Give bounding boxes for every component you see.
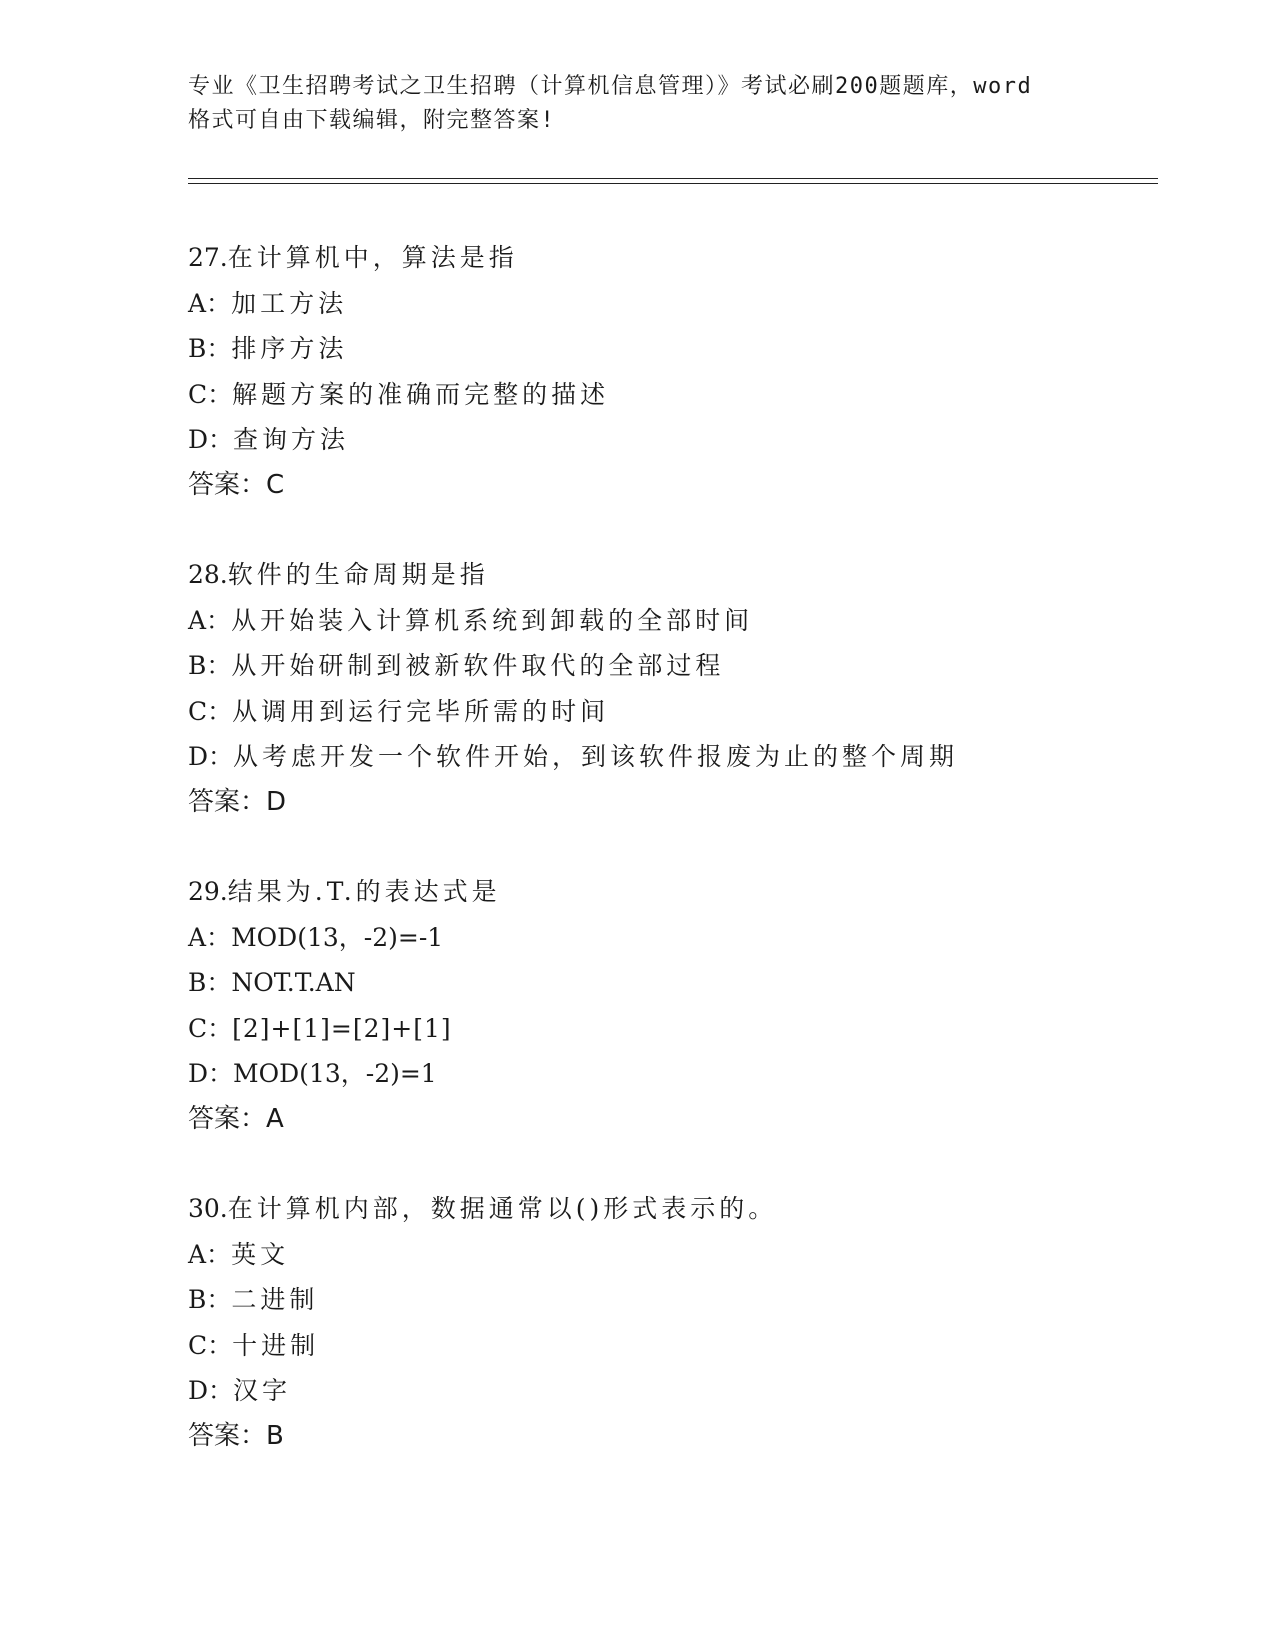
option-b <box>188 1277 1188 1323</box>
option-key: C： <box>188 696 233 726</box>
option-text: 从开始研制到被新软件取代的全部过程 <box>231 651 725 680</box>
question-27 <box>188 235 1188 508</box>
question-number: 28. <box>188 560 228 589</box>
option-d <box>188 734 1188 780</box>
option-key: A： <box>188 1239 232 1269</box>
question-stem <box>188 1186 1188 1232</box>
header-line-2: 格式可自由下载编辑，附完整答案! <box>188 108 556 133</box>
header-divider-top <box>188 178 1158 179</box>
question-28 <box>188 552 1188 825</box>
option-c <box>188 1323 1188 1369</box>
question-stem <box>188 869 1188 915</box>
option-text: 二进制 <box>231 1285 319 1314</box>
option-text: 十进制 <box>232 1330 320 1360</box>
question-text: 结果为.T.的表达式是 <box>227 877 501 906</box>
option-text: MOD(13，-2)=-1 <box>231 922 444 952</box>
option-text: 查询方法 <box>233 425 350 454</box>
option-key: B： <box>188 651 232 680</box>
question-30 <box>188 1186 1188 1459</box>
option-key: D： <box>188 425 234 454</box>
answer-line: 答案：C <box>188 469 285 500</box>
option-key: C： <box>188 1330 233 1360</box>
option-c <box>188 1006 1188 1052</box>
question-number: 29. <box>188 877 228 906</box>
option-c <box>188 689 1188 735</box>
option-key: B： <box>188 1285 232 1314</box>
document-header <box>188 70 1088 138</box>
option-d <box>188 417 1188 463</box>
option-key: B： <box>188 968 232 997</box>
option-c <box>188 372 1188 418</box>
option-a <box>188 915 1188 961</box>
option-text: 从调用到运行完毕所需的时间 <box>232 696 610 726</box>
option-text: 排序方法 <box>231 334 348 363</box>
option-text: 加工方法 <box>231 288 348 318</box>
option-key: D： <box>188 742 234 771</box>
option-key: D： <box>188 1059 234 1088</box>
option-key: C： <box>188 1013 233 1043</box>
option-text: 英文 <box>231 1239 290 1269</box>
question-text: 在计算机内部，数据通常以()形式表示的。 <box>227 1194 778 1223</box>
option-b <box>188 960 1188 1006</box>
option-a <box>188 281 1188 327</box>
option-b <box>188 326 1188 372</box>
option-text: 从考虑开发一个软件开始，到该软件报废为止的整个周期 <box>233 742 959 771</box>
option-text: MOD(13，-2)=1 <box>233 1059 437 1088</box>
option-a <box>188 598 1188 644</box>
question-number: 30. <box>188 1194 228 1223</box>
option-text: [2]+[1]=[2]+[1] <box>232 1013 452 1043</box>
question-text: 在计算机中，算法是指 <box>227 243 518 272</box>
header-line-1: 专业《卫生招聘考试之卫生招聘（计算机信息管理）》考试必刷200题题库，word <box>188 74 1033 99</box>
option-key: C： <box>188 379 233 409</box>
answer-line: 答案：B <box>188 1420 284 1451</box>
option-b <box>188 643 1188 689</box>
option-a <box>188 1232 1188 1278</box>
option-d <box>188 1051 1188 1097</box>
option-key: B： <box>188 334 232 363</box>
option-key: A： <box>188 922 232 952</box>
question-text: 软件的生命周期是指 <box>227 560 489 589</box>
option-key: D： <box>188 1376 234 1405</box>
option-text: 汉字 <box>233 1376 292 1405</box>
option-text: 解题方案的准确而完整的描述 <box>232 379 610 409</box>
answer-line: 答案：A <box>188 1103 284 1134</box>
answer-line: 答案：D <box>188 786 287 817</box>
option-d <box>188 1368 1188 1414</box>
option-text: 从开始装入计算机系统到卸载的全部时间 <box>231 605 754 635</box>
question-stem <box>188 235 1188 281</box>
option-key: A： <box>188 605 232 635</box>
question-list <box>188 235 1188 1503</box>
header-divider-bottom <box>188 183 1158 184</box>
option-text: NOT.T.AN <box>231 968 356 997</box>
question-number: 27. <box>188 243 228 272</box>
question-stem <box>188 552 1188 598</box>
question-29 <box>188 869 1188 1142</box>
option-key: A： <box>188 288 232 318</box>
